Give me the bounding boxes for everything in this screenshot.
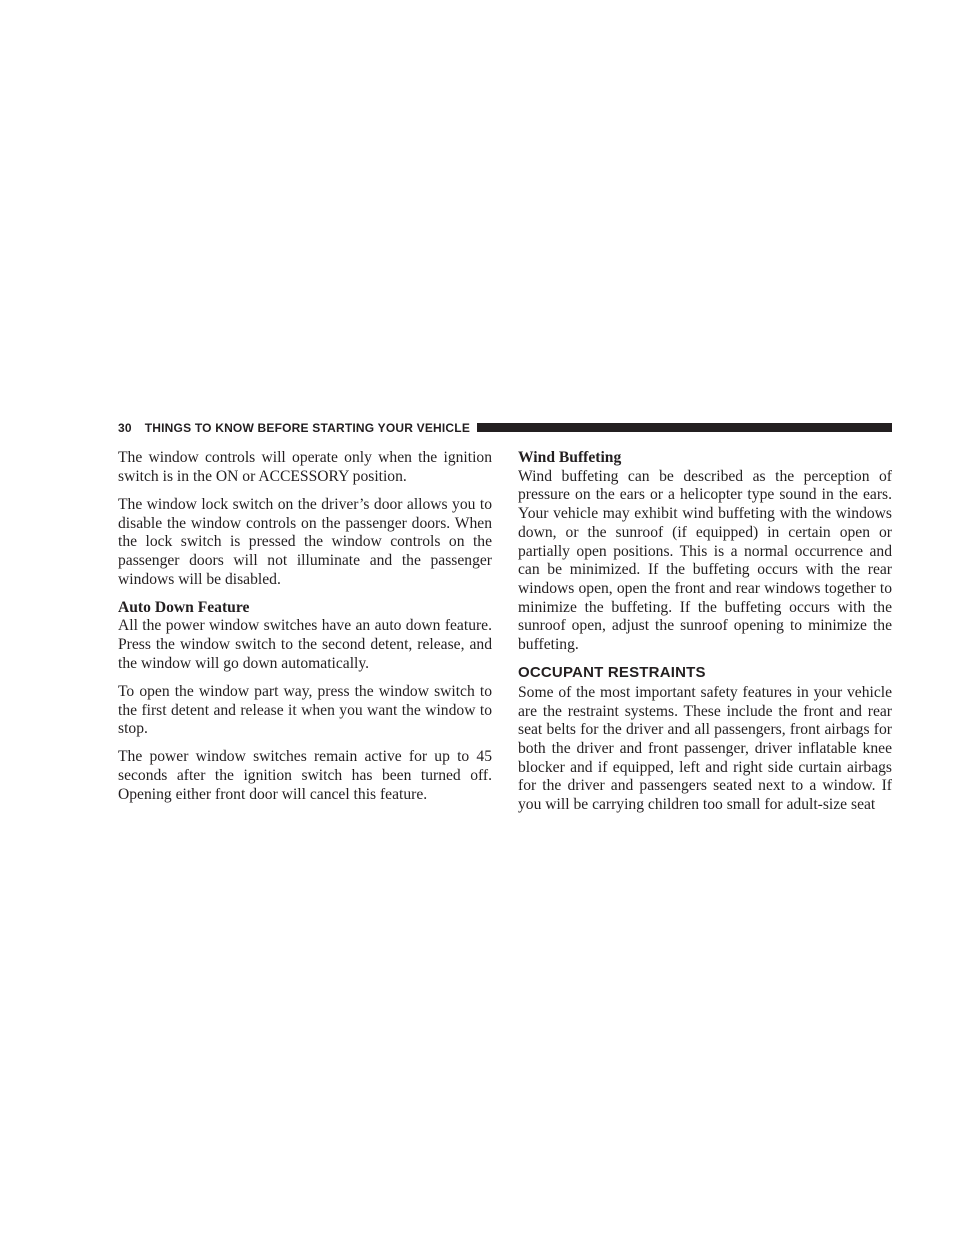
lock-switch-paragraph: The window lock switch on the driver’s door allows you to disable the window controls on the passenger doors. When the lock switch is pressed the window controls on the passenger doors will not illuminate and the passenger windows will be disabled.: [118, 495, 492, 588]
occupant-restraints-paragraph: Some of the most important safety features in your vehicle are the restraint systems. These include the front and rear seat belts for the driver and all passengers, front airbags for both the driver and front passenger, driver inflatable knee blocker and if equipped, left and right side curtain airbags for the driver and passengers seated next to a window. If you will be carrying children too small for adult-size seat: [518, 683, 892, 814]
auto-down-section: [118, 599, 492, 674]
page-number: 30: [118, 420, 132, 435]
part-way-paragraph: To open the window part way, press the window switch to the first detent and release it when you want the window to stop.: [118, 682, 492, 738]
right-column: [518, 449, 892, 824]
auto-down-heading: Auto Down Feature: [118, 598, 250, 616]
ignition-paragraph: The window controls will operate only when the ignition switch is in the ON or ACCESSORY position.: [118, 449, 492, 485]
left-column: [118, 449, 492, 814]
wind-buffeting-section: [518, 449, 892, 655]
header-rule: [477, 423, 892, 432]
auto-down-paragraph: All the power window switches have an auto down feature. Press the window switch to the second detent, release, and the window will go down automatically.: [118, 617, 492, 672]
wind-buffeting-paragraph: Wind buffeting can be described as the perception of pressure on the ears or a helicopter type sound in the ears. Your vehicle may exhibit wind buffeting with the windows down, or the sunroof (if equipped) in certain open or partially open positions. This is a normal occurrence and can be minimized. If the buffeting occurs with the rear windows open, open the front and rear windows together to minimize the buffeting. If the buffeting occurs with the sunroof open, adjust the sunroof opening to minimize the buffeting.: [518, 467, 892, 654]
switch-active-paragraph: The power window switches remain active for up to 45 seconds after the ignition switch has been turned off. Opening either front door will cancel this feature.: [118, 748, 492, 803]
page-header: [118, 419, 892, 436]
occupant-restraints-heading: OCCUPANT RESTRAINTS: [518, 664, 706, 682]
section-title: THINGS TO KNOW BEFORE STARTING YOUR VEHICLE: [144, 420, 471, 435]
wind-buffeting-heading: Wind Buffeting: [518, 449, 622, 466]
